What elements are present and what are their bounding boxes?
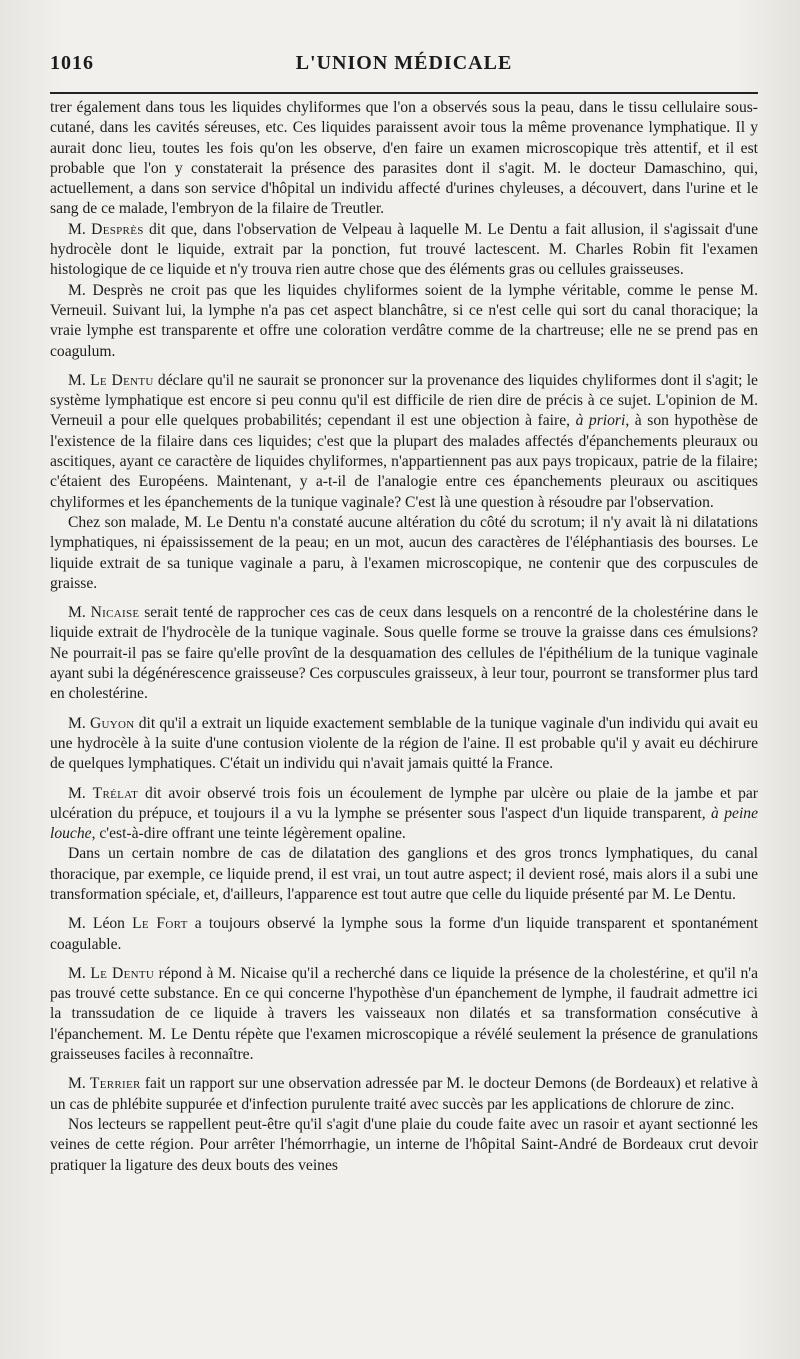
text-run: Dans un certain nombre de cas de dilatation des ganglions et des gros troncs lymphatiques, du canal thoracique, par exemple, ce liquide prend, il est vrai, un tout autre aspect; il devient rosé, mais alors il a subi une transformation spéciale, et, d'ailleurs, l'apparence est tout autre que celle du liquide présenté par M. Le Dentu. (50, 845, 758, 903)
speaker-name: Desprès (91, 220, 144, 238)
paragraph (50, 98, 758, 220)
paragraph (50, 1115, 758, 1176)
text-run: dit avoir observé trois fois un écoulement de lymphe par ulcère ou plaie de la jambe et par ulcération du prépuce, et toujours il a vu la lymphe se présenter sous l'aspect d'un liquide transparent, (50, 784, 758, 822)
article-body (50, 98, 758, 1176)
text-run: déclare qu'il ne saurait se prononcer sur la provenance des liquides chyliformes dont il s'agit; le système lymphatique est encore si peu connu qu'il est difficile de rien dire de précis à ce sujet. L'opinion de M. Verneuil a pour elle quelques probabilités; cependant il est une objection à faire, (50, 371, 758, 430)
paragraph (50, 513, 758, 594)
page-header (50, 52, 758, 84)
text-run: trer également dans tous les liquides chyliformes que l'on a observés sous la peau, dans le tissu cellulaire sous-cutané, dans les cavités séreuses, etc. Ces liquides paraissent avoir tous la même provenance lymphatique. Il y aurait donc lieu, toutes les fois qu'on les observe, d'en faire un examen microscopique très attentif, et il est probable que l'on y constaterait la présence des parasites dont il s'agit. M. le docteur Damaschino, qui, actuellement, a dans son service d'hôpital un individu affecté d'urines chyleuses, a découvert, dans l'urine et le sang de ce malade, l'embryon de la filaire de Treutler. (50, 99, 758, 218)
paragraph (50, 914, 758, 955)
text-run: fait un rapport sur une observation adressée par M. le docteur Demons (de Bordeaux) et relative à un cas de phlébite suppurée et d'infection purulente traité avec succès par les applications de chlorure de zinc. (50, 1075, 758, 1113)
speaker-name: Nicaise (90, 604, 140, 622)
speaker-name: Terrier (89, 1075, 141, 1093)
text-run: M. (68, 964, 91, 982)
text-run: dit qu'il a extrait un liquide exactement semblable de la tunique vaginale d'un individu qui avait eu une hydrocèle à la suite d'une contusion violente de la région de l'aine. Il est probable qu'il y avait eu déchirure de quelques lymphatiques. C'était un individu qui n'avait jamais quitté la France. (50, 714, 758, 773)
text-run: , c'est-à-dire offrant une teinte légèrement opaline. (91, 825, 406, 843)
text-run: M. (68, 604, 91, 622)
text-run: Nos lecteurs se rappellent peut-être qu'il s'agit d'une plaie du coude faite avec un rasoir et ayant sectionné les veines de cette région. Pour arrêter l'hémorrhagie, un interne de l'hôpital Saint-André de Bordeaux crut devoir pratiquer la ligature des deux bouts des veines (50, 1115, 758, 1174)
italic-phrase: à priori (575, 412, 626, 430)
italic-phrase: à peine louche (50, 804, 759, 843)
paragraph (50, 784, 758, 845)
page-number: 1016 (50, 52, 94, 74)
text-run: dit que, dans l'observation de Velpeau à laquelle M. Le Dentu a fait allusion, il s'agissait d'une hydrocèle dont le liquide, extrait par la ponction, fut trouvé lactescent. M. Charles Robin fit l'examen histologique de ce liquide et n'y trouva rien autre chose que des éléments gras ou cellules graisseuses. (50, 220, 758, 279)
text-run: M. (68, 220, 92, 238)
text-run: M. (68, 371, 91, 389)
text-run: , à son hypothèse de l'existence de la filaire dans ces liquides; c'est que la plupart des malades affectés d'épanchements pleuraux ou ascitiques, ayant ce caractère de liquides chyliformes, n'appartiennent pas aux pays tropicaux, patrie de la filaire; c'étaient des Européens. Maintenant, y a-t-il de l'analogie entre ces épanchements pleuraux ou ascitiques chyliformes et les épanchements de la tunique vaginale? C'est là une question à résoudre par l'observation. (50, 412, 758, 511)
text-run: M. Desprès ne croit pas que les liquides chyliformes soient de la lymphe véritable, comme le pense M. Verneuil. Suivant lui, la lymphe n'a pas cet aspect blanchâtre, si ce n'est celle qui sort du canal thoracique; la vraie lymphe est transparente et offre une coloration verdâtre comme de la chartreuse; elle ne se prend pas en coagulum. (50, 281, 758, 360)
speaker-name: Trélat (92, 784, 139, 802)
text-run: a toujours observé la lymphe sous la forme d'un liquide transparent et spontanément coagulable. (50, 915, 758, 953)
text-run: M. (68, 784, 93, 802)
text-run: M. Léon (68, 915, 133, 933)
speaker-name: Guyon (89, 714, 135, 732)
speaker-name: Le Fort (132, 915, 188, 933)
text-run: M. (68, 1075, 90, 1093)
paragraph (50, 1074, 758, 1115)
paragraph (50, 281, 758, 362)
text-run: M. (68, 714, 90, 732)
paragraph (50, 220, 758, 281)
text-run: Chez son malade, M. Le Dentu n'a constaté aucune altération du côté du scrotum; il n'y avait là ni dilatations lymphatiques, ni épaississement de la peau; en un mot, aucun des caractères de l'éléphantiasis des bourses. Le liquide extrait de sa tunique vaginale a paru, à l'examen microscopique, ne contenir que des corpuscules de graisse. (50, 513, 758, 592)
running-title: L'UNION MÉDICALE (295, 52, 513, 74)
text-run: serait tenté de rapprocher ces cas de ceux dans lesquels on a rencontré de la cholestérine dans le liquide extrait de l'hydrocèle de la tunique vaginale. Sous quelle forme se trouve la graisse dans ces émulsions? Ne pourrait-il pas se faire qu'elle provînt de la desquamation des cellules de l'épithélium de la tunique vaginale ayant subi la dégénérescence graisseuse? Ces corpuscules graisseux, à leur tour, pourront se transformer plus tard en cholestérine. (50, 604, 758, 703)
paragraph (50, 603, 758, 704)
paragraph (50, 964, 758, 1065)
text-run: répond à M. Nicaise qu'il a recherché dans ce liquide la présence de la cholestérine, et qu'il n'a pas trouvé cette substance. En ce qui concerne l'hypothèse d'un épanchement de lymphe, il faudrait admettre ici la transsudation de ce liquide à travers les vaisseaux non dilatés et sa transformation consécutive à l'épanchement. M. Le Dentu répète que l'examen microscopique a révélé seulement la présence de granulations graisseuses faciles à reconnaître. (50, 964, 758, 1064)
speaker-name: Le Dentu (90, 371, 154, 389)
paragraph (50, 714, 758, 775)
paragraph (50, 844, 758, 905)
header-rule (50, 92, 758, 94)
paragraph (50, 371, 758, 513)
speaker-name: Le Dentu (90, 964, 155, 982)
